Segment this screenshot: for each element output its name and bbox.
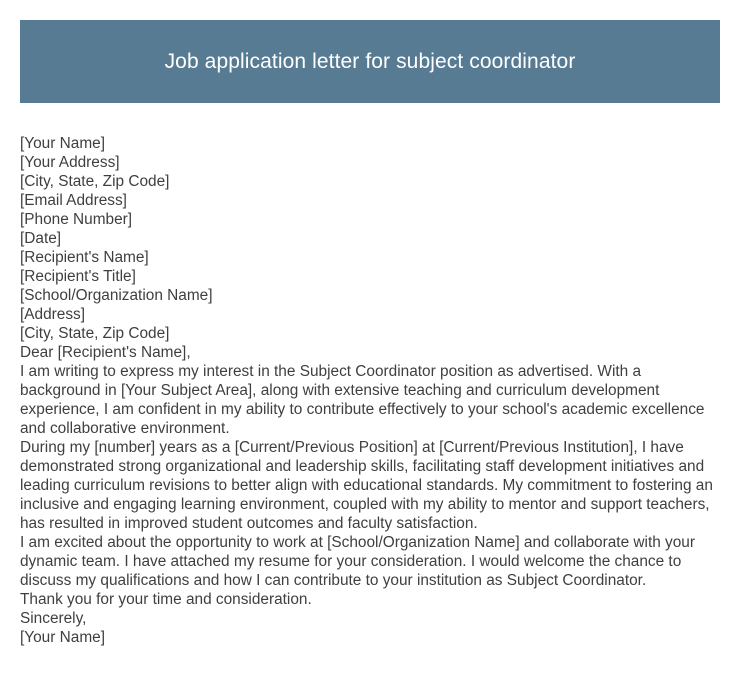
- sender-block: [20, 134, 720, 248]
- letter-body: [20, 134, 720, 647]
- signature: [Your Name]: [20, 629, 105, 646]
- sender-phone: [Phone Number]: [20, 211, 133, 228]
- letter-date: [Date]: [20, 230, 62, 247]
- title-banner: [20, 20, 720, 103]
- recipient-name: [Recipient's Name]: [20, 249, 149, 266]
- closing-line: Sincerely,: [20, 610, 87, 627]
- recipient-address: [Address]: [20, 306, 86, 323]
- body-paragraph-experience: During my [number] years as a [Current/Previous Position] at [Current/Previous Institution], I have demonstrated strong organizational and leadership skills, facilitating staff development initiatives and leading curriculum revisions to better align with educational standards. My commitment to fostering an inclusive and engaging learning environment, coupled with my ability to mentor and support teachers, has resulted in improved student outcomes and faculty satisfaction.: [20, 439, 713, 532]
- page-title: Job application letter for subject coordinator: [164, 49, 576, 73]
- body-paragraph-intro: I am writing to express my interest in the Subject Coordinator position as advertised. With a background in [Your Subject Area], along with extensive teaching and curriculum development experience, I am confident in my ability to contribute effectively to your school's academic excellence and collaborative environment.: [20, 363, 705, 437]
- sender-email: [Email Address]: [20, 192, 127, 209]
- recipient-title: [Recipient's Title]: [20, 268, 136, 285]
- recipient-city-state-zip: [City, State, Zip Code]: [20, 325, 170, 342]
- sender-address: [Your Address]: [20, 154, 120, 171]
- sender-name: [Your Name]: [20, 135, 105, 152]
- sender-city-state-zip: [City, State, Zip Code]: [20, 173, 170, 190]
- salutation: Dear [Recipient's Name],: [20, 344, 191, 361]
- recipient-block: [20, 248, 720, 343]
- recipient-organization: [School/Organization Name]: [20, 287, 213, 304]
- body-paragraph-closing: I am excited about the opportunity to work at [School/Organization Name] and collaborate with your dynamic team. I have attached my resume for your consideration. I would welcome the chance to discuss my qualifications and how I can contribute to your institution as Subject Coordinator.: [20, 534, 695, 589]
- thanks-line: Thank you for your time and consideration.: [20, 591, 312, 608]
